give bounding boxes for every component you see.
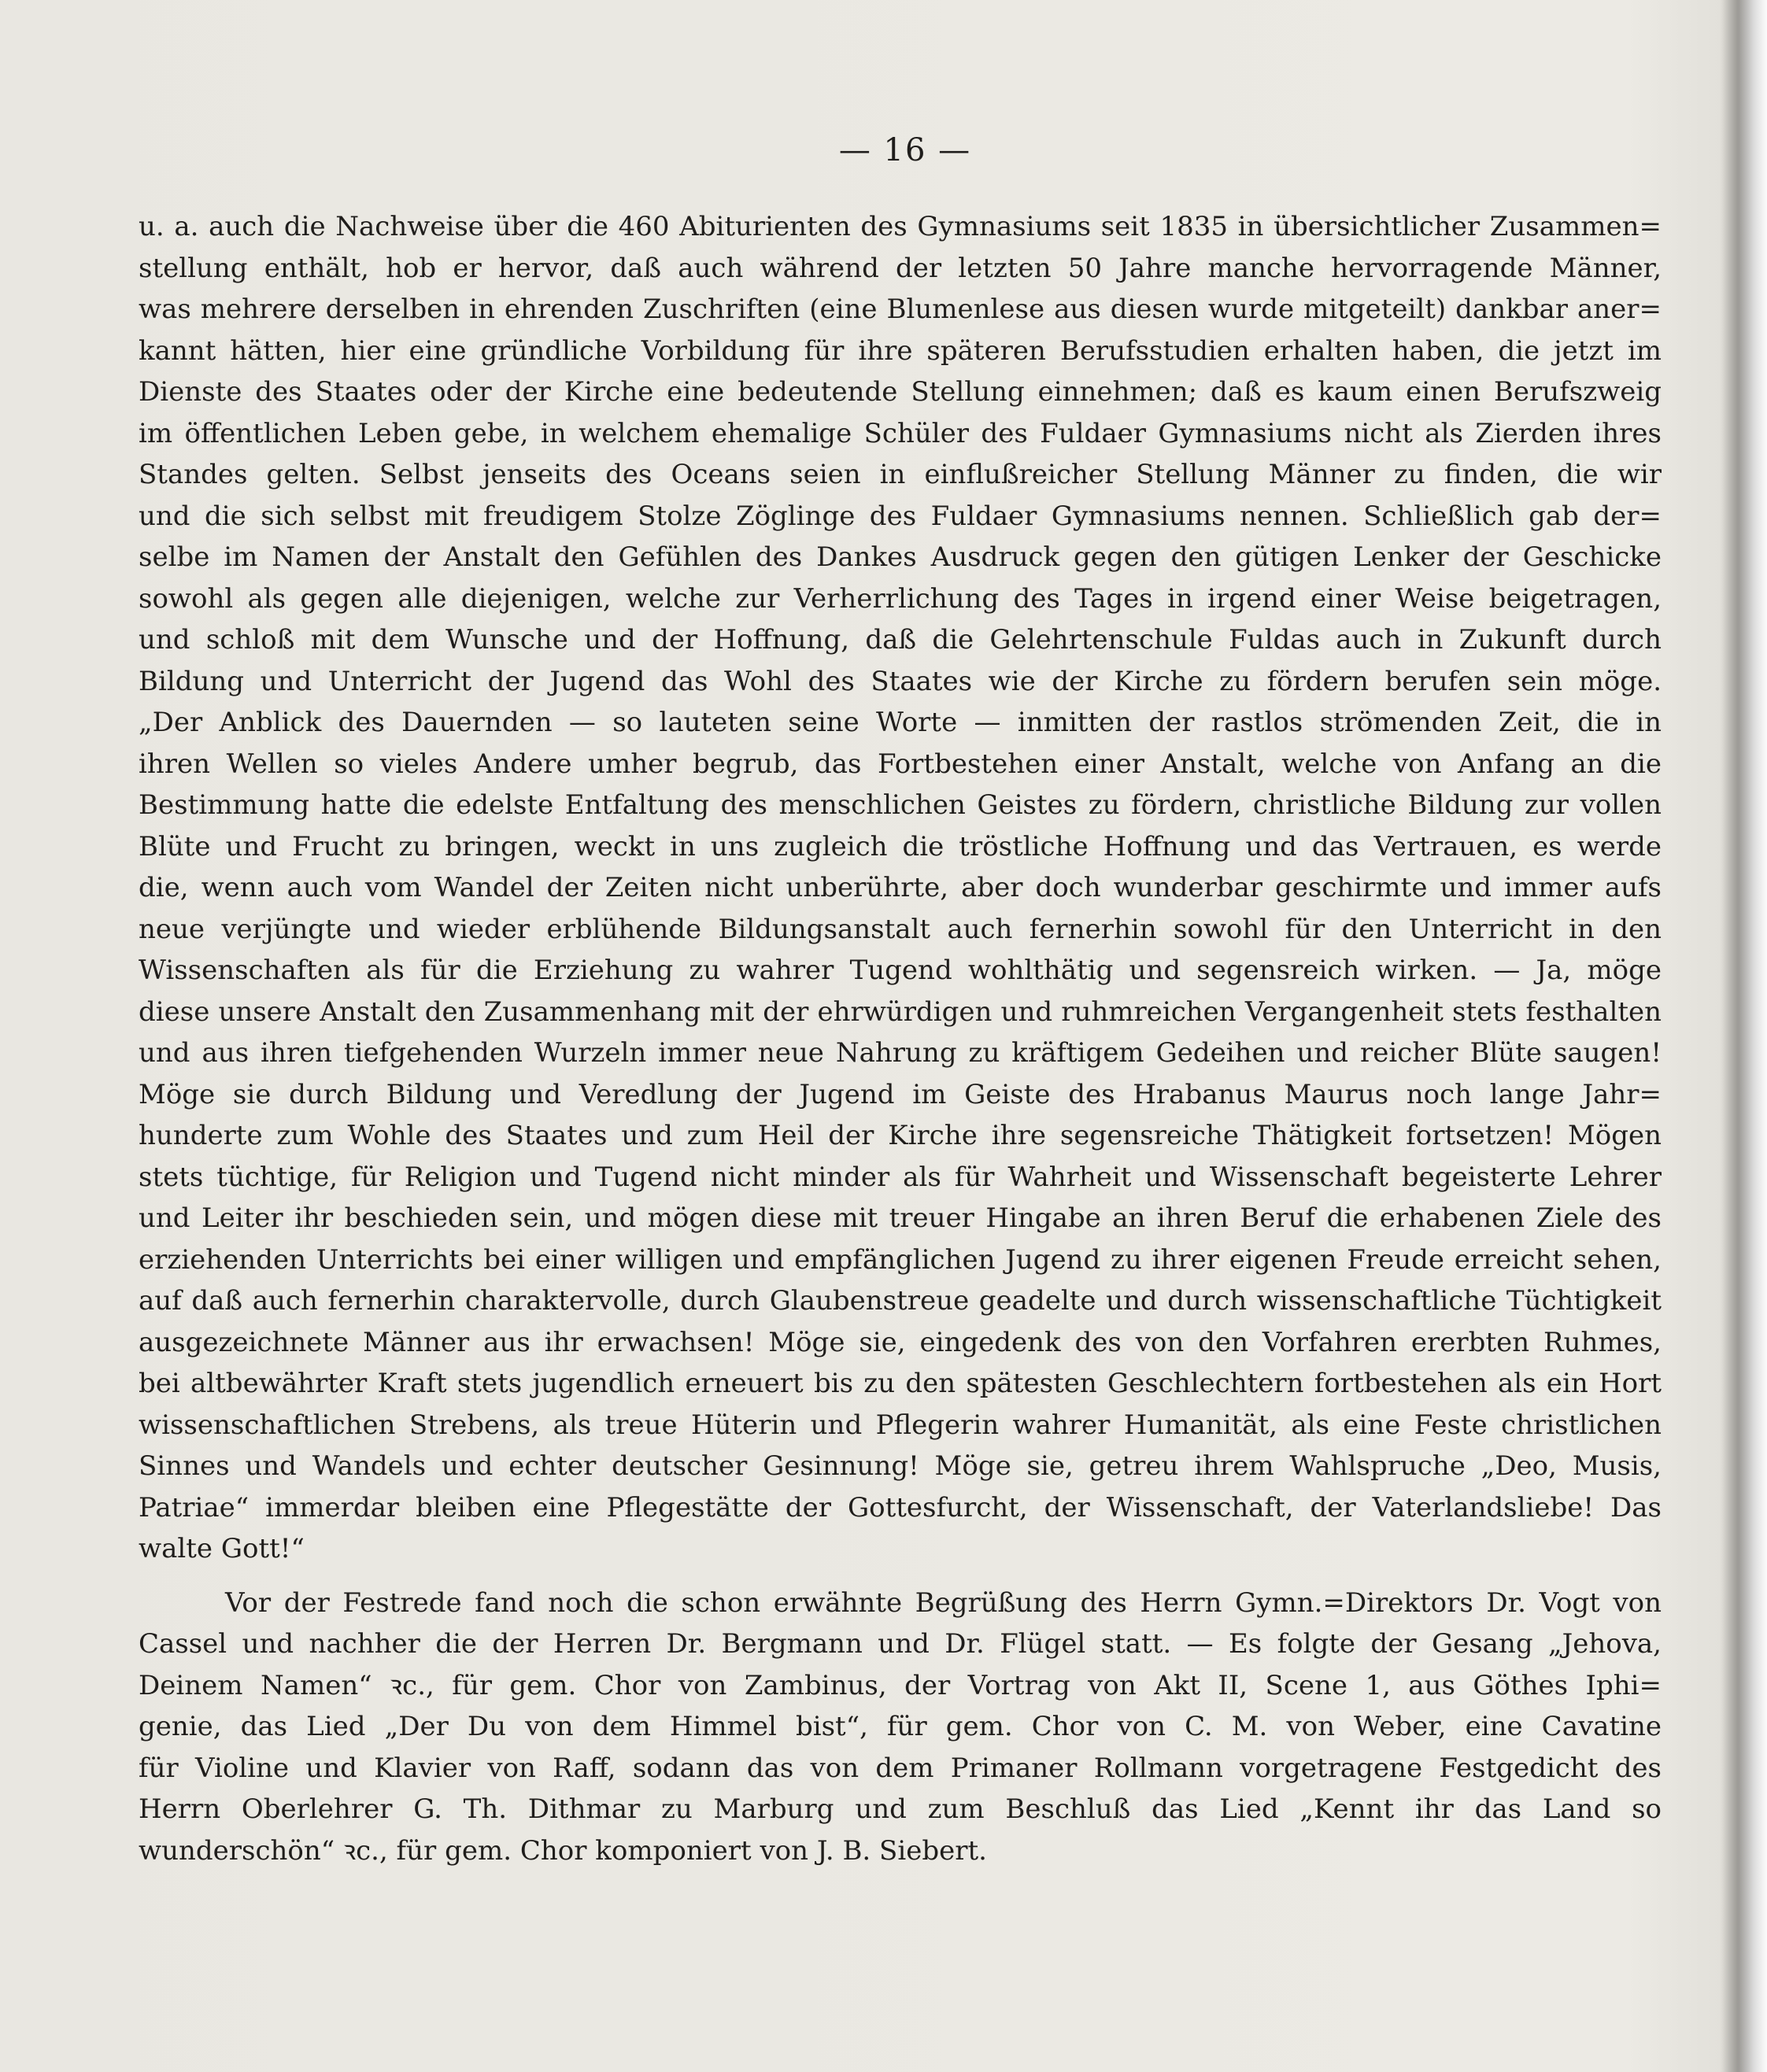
paragraph-gap	[139, 1570, 1662, 1583]
text-line: bei altbewährter Kraft stets jugendlich erneuert bis zu den spätesten Geschlechtern fortbestehen als ein Hort	[139, 1368, 1662, 1399]
text-line: für Violine und Klavier von Raff, sodann das von dem Primaner Rollmann vorgetragene Festgedicht des	[139, 1752, 1662, 1784]
text-line: wunderschön“ ꝛc., für gem. Chor komponiert von J. B. Siebert.	[139, 1834, 987, 1867]
text-line: Sinnes und Wandels und echter deutscher Gesinnung! Möge sie, getreu ihrem Wahlspruche „Deo, Musis,	[139, 1450, 1662, 1482]
text-line: selbe im Namen der Anstalt den Gefühlen des Dankes Ausdruck gegen den gütigen Lenker der Geschicke	[139, 541, 1662, 573]
paragraph-festrede	[139, 206, 1662, 1570]
text-line: und aus ihren tiefgehenden Wurzeln immer neue Nahrung zu kräftigem Gedeihen und reicher Blüte saugen!	[139, 1037, 1662, 1069]
text-line: neue verjüngte und wieder erblühende Bildungsanstalt auch fernerhin sowohl für den Unterricht in den	[139, 913, 1662, 945]
text-line: was mehrere derselben in ehrenden Zuschriften (eine Blumenlese aus diesen wurde mitgeteilt) dankbar aner=	[139, 294, 1662, 325]
text-line: Wissenschaften als für die Erziehung zu wahrer Tugend wohlthätig und segensreich wirken. — Ja, möge	[139, 955, 1662, 986]
text-line: sowohl als gegen alle diejenigen, welche zur Verherrlichung des Tages in irgend einer Weise beigetragen,	[139, 582, 1662, 615]
text-line: Deinem Namen“ ꝛc., für gem. Chor von Zambinus, der Vortrag von Akt II, Scene 1, aus Göthes Iphi=	[139, 1669, 1662, 1701]
text-line: Bestimmung hatte die edelste Entfaltung des menschlichen Geistes zu fördern, christliche Bildung zur vollen	[139, 789, 1662, 821]
text-line: genie, das Lied „Der Du von dem Himmel bist“, für gem. Chor von C. M. von Weber, eine Cavatine	[139, 1711, 1662, 1742]
text-line: Möge sie durch Bildung und Veredlung der Jugend im Geiste des Hrabanus Maurus noch lange Jahr=	[139, 1078, 1662, 1110]
text-line: ihren Wellen so vieles Andere umher begrub, das Fortbestehen einer Anstalt, welche von Anfang an die	[139, 748, 1662, 780]
text-line: und schloß mit dem Wunsche und der Hoffnung, daß die Gelehrtenschule Fuldas auch in Zukunft durch	[139, 624, 1662, 656]
text-line: Dienste des Staates oder der Kirche eine bedeutende Stellung einnehmen; daß es kaum einen Berufszweig	[139, 376, 1662, 408]
text-line: erziehenden Unterrichts bei einer willigen und empfänglichen Jugend zu ihrer eigenen Freude erreicht sehen,	[139, 1243, 1662, 1276]
text-line: diese unsere Anstalt den Zusammenhang mit der ehrwürdigen und ruhmreichen Vergangenheit stets festhalten	[139, 995, 1662, 1028]
text-line: Standes gelten. Selbst jenseits des Oceans seien in einflußreicher Stellung Männer zu finden, die wir	[139, 459, 1662, 490]
text-line: Herrn Oberlehrer G. Th. Dithmar zu Marburg und zum Beschluß das Lied „Kennt ihr das Land so	[139, 1793, 1662, 1825]
text-line: und Leiter ihr beschieden sein, und mögen diese mit treuer Hingabe an ihren Beruf die erhabenen Ziele des	[139, 1202, 1662, 1234]
text-line: ausgezeichnete Männer aus ihr erwachsen! Möge sie, eingedenk des von den Vorfahren ererbten Ruhmes,	[139, 1326, 1662, 1358]
text-line: „Der Anblick des Dauernden — so lauteten seine Worte — inmitten der rastlos strömenden Zeit, die in	[139, 707, 1662, 738]
paragraph-program	[139, 1583, 1662, 1872]
text-line: Bildung und Unterricht der Jugend das Wohl des Staates wie der Kirche zu fördern berufen sein möge.	[139, 665, 1662, 697]
text-line: wissenschaftlichen Strebens, als treue Hüterin und Pflegerin wahrer Humanität, als eine Feste christlichen	[139, 1409, 1662, 1441]
page-number: — 16 —	[838, 132, 972, 168]
page-edge-shadow	[1720, 0, 1767, 2072]
text-line: stets tüchtige, für Religion und Tugend nicht minder als für Wahrheit und Wissenschaft begeisterte Lehrer	[139, 1161, 1662, 1193]
text-line: u. a. auch die Nachweise über die 460 Abiturienten des Gymnasiums seit 1835 in übersichtlicher Zusammen=	[139, 211, 1662, 242]
text-line: hunderte zum Wohle des Staates und zum Heil der Kirche ihre segensreiche Thätigkeit fortsetzen! Mögen	[139, 1120, 1662, 1151]
text-line: Patriae“ immerdar bleiben eine Pflegestätte der Gottesfurcht, der Wissenschaft, der Vaterlandsliebe! Das	[139, 1491, 1662, 1524]
text-line: und die sich selbst mit freudigem Stolze Zöglinge des Fuldaer Gymnasiums nennen. Schließlich gab der=	[139, 500, 1662, 532]
text-line: die, wenn auch vom Wandel der Zeiten nicht unberührte, aber doch wunderbar geschirmte und immer aufs	[139, 872, 1662, 903]
text-line: im öffentlichen Leben gebe, in welchem ehemalige Schüler des Fuldaer Gymnasiums nicht als Zierden ihres	[139, 417, 1662, 449]
text-line: auf daß auch fernerhin charaktervolle, durch Glaubenstreue geadelte und durch wissenschaftliche Tüchtigkeit	[139, 1285, 1662, 1317]
text-line: Vor der Festrede fand noch die schon erwähnte Begrüßung des Herrn Gymn.=Direktors Dr. Vogt von	[225, 1586, 1662, 1619]
text-line: Cassel und nachher die der Herren Dr. Bergmann und Dr. Flügel statt. — Es folgte der Gesang „Jehova,	[139, 1628, 1662, 1660]
text-line: kannt hätten, hier eine gründliche Vorbildung für ihre späteren Berufsstudien erhalten haben, die jetzt im	[139, 334, 1662, 367]
body-text	[139, 206, 1662, 1871]
text-line: stellung enthält, hob er hervor, daß auch während der letzten 50 Jahre manche hervorragende Männer,	[139, 252, 1662, 284]
text-line: Blüte und Frucht zu bringen, weckt in uns zugleich die tröstliche Hoffnung und das Vertrauen, es werde	[139, 830, 1662, 862]
text-line: walte Gott!“	[139, 1533, 305, 1564]
